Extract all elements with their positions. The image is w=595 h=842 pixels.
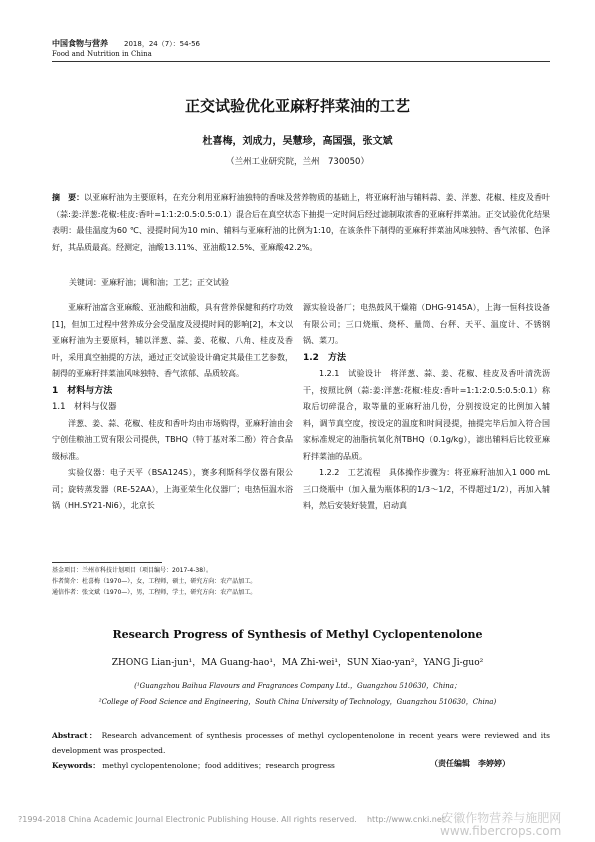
keywords [69,277,549,288]
abstract [52,190,550,256]
intro-paragraph: 亚麻籽油富含亚麻酸、亚油酸和油酸，具有营养保健和药疗功效[1]，但加工过程中营养成分会受温度及浸提时间的影响[2]，本文以亚麻籽油为主要原料，辅以洋葱、蒜、姜、花椒、八角、桂皮及香叶，采用真空抽提的方法，通过正交试验设计确定其最佳工艺参数，制得的亚麻籽拌菜油风味独特、香气浓郁、品质较高。 [52,303,293,378]
materials-paragraph: 洋葱、姜、蒜、花椒、桂皮和香叶均由市场购得，亚麻籽油由会宁创佳粮油工贸有限公司提供，TBHQ（特丁基对苯二酚）符合食品级标准。 [52,418,293,461]
watermark-line-1: 安徽作物营养与施肥网 [441,811,562,825]
english-abstract-label: Abstract： [52,731,98,740]
subsection-heading-1-2: 1.2 方法 [303,352,346,363]
process-text: 具体操作步骤为：将亚麻籽油加入1 000 mL三口烧瓶中（加入量为瓶体积的1/3～1/2，不得超过1/2），再加入辅料，然后安装好装置，启动真 [303,468,551,510]
body-column-left [52,300,293,515]
keywords-label: 关键词： [69,278,101,287]
journal-name-en: Food and Nutrition in China [52,50,152,58]
design-paragraph [303,366,550,465]
english-title: Research Progress of Synthesis of Methyl Cyclopentenolone [112,628,483,641]
footnote-corresponding: 通信作者：张文斌（1970—），男，工程师，学士，研究方向：农产品加工。 [52,589,257,596]
subsection-heading-1-2-2: 1.2.2 工艺流程 [319,468,381,477]
english-keywords-label: Keywords： [52,761,100,770]
header-rule [52,61,550,62]
subsection-heading-1-2-1: 1.2.1 试验设计 [319,369,382,378]
english-keywords [52,760,412,771]
watermark [440,812,561,838]
process-paragraph [303,465,550,515]
watermark-line-2: www.fibercrops.com [440,824,562,838]
footnote-author: 作者简介：杜喜梅（1970—），女，工程师，硕士，研究方向：农产品加工。 [52,578,257,585]
footnote-rule [52,562,162,563]
english-abstract-text: Research advancement of synthesis processes of methyl cyclopentenolone in recent years were reviewed and its development was prospected. [52,731,550,755]
journal-name-cn: 中国食物与营养 [52,39,108,48]
paper-affiliation: （兰州工业研究院，兰州 730050） [226,157,369,167]
instruments-paragraph: 实验仪器：电子天平（BSA124S），赛多利斯科学仪器有限公司；旋转蒸发器（RE-52AA），上海亚荣生化仪器厂；电热恒温水浴锅（HH.SY21-Ni6），北京长 [52,468,293,510]
footnote-fund: 基金项目：兰州市科技计划项目（项目编号：2017-4-38）。 [52,567,213,574]
english-abstract [52,728,550,758]
journal-issue: 2018，24（7）：54-56 [124,40,201,48]
section-heading-1: 1 材料与方法 [52,385,113,396]
paper-title: 正交试验优化亚麻籽拌菜油的工艺 [184,97,410,115]
design-text: 将洋葱、蒜、姜、花椒、桂皮及香叶清洗沥干，按照比例（蒜:姜:洋葱:花椒:桂皮:香叶=1:1:2:0.5:0.5:0.1）称取后切碎混合，取等量的亚麻籽油几份，分别按设定的比例加入辅料，调节真空度，按设定的温度和时间浸提，抽提完毕后加入符合国家标准规定的油脂抗氧化剂TBHQ（0.1g/kg），滤出辅料后比较亚麻籽拌菜油的品质。 [303,369,551,461]
english-affiliation-1: (¹Guangzhou Baihua Flavours and Fragrances Company Ltd.，Guangzhou 510630，China； [134,682,461,690]
body-column-right [303,300,550,515]
english-keywords-text: methyl cyclopentenolone；food additives；research progress [102,761,335,770]
abstract-label: 摘 要： [52,193,85,202]
keywords-text: 亚麻籽油；调和油；工艺；正交试验 [101,278,229,287]
english-affiliation-2: ²College of Food Science and Engineering，South China University of Technology，Guangzhou 510630，China) [98,698,497,706]
subsection-heading-1-1: 1.1 材料与仪器 [52,402,117,412]
copyright-text: ?1994-2018 China Academic Journal Electronic Publishing House. All rights reserved. [18,815,357,824]
english-authors: ZHONG Lian-jun¹，MA Guang-hao¹，MA Zhi-wei¹，SUN Xiao-yan²，YANG Ji-guo² [111,658,484,668]
instruments-continued: 源实验设备厂；电热鼓风干燥箱（DHG-9145A），上海一恒科技设备有限公司；三口烧瓶、烧杯、量筒、台秤、天平、温度计、不锈钢锅、菜刀。 [303,303,550,345]
paper-authors: 杜喜梅，刘成力，吴慧珍，高国强，张文斌 [202,136,393,147]
abstract-text: 以亚麻籽油为主要原料，在充分利用亚麻籽油独特的香味及营养物质的基础上，将亚麻籽油与辅料蒜、姜、洋葱、花椒、桂皮及香叶（蒜:姜:洋葱:花椒:桂皮:香叶=1:1:2:0.5:0.5:0.1）混合后在真空状态下抽提一定时间后经过滤制取浓香的亚麻籽拌菜油。正交试验优化结果表明：最佳温度为60 ℃、浸提时间为10 min、辅料与亚麻籽油的比例为1:10，在该条件下制得的亚麻籽拌菜油风味独特、香气浓郁、色泽好，其品质最高。经测定，油酸13.11%、亚油酸12.5%、亚麻酸42.2%。 [52,193,551,252]
responsible-editor: （责任编辑 李婷婷） [430,759,510,768]
cnki-link[interactable]: http://www.cnki.net [366,815,445,824]
